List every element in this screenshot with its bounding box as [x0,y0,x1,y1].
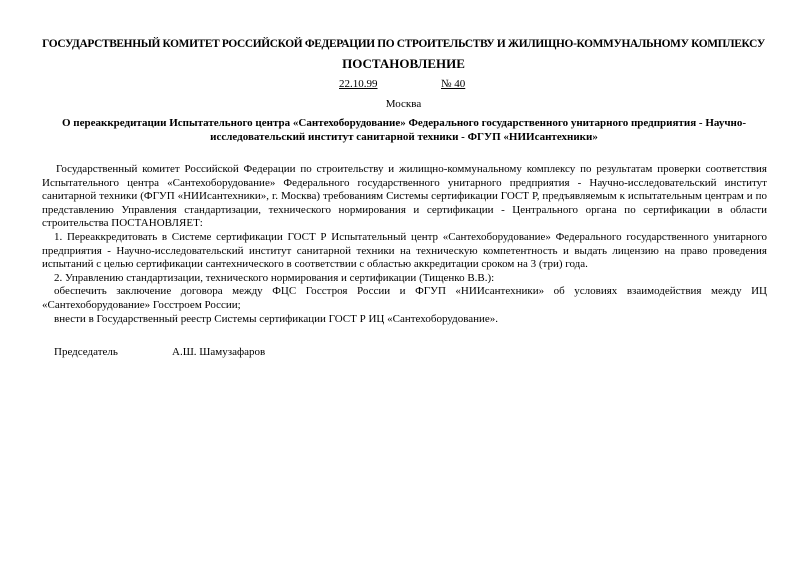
document-body [42,163,767,326]
committee-header: ГОСУДАРСТВЕННЫЙ КОМИТЕТ РОССИЙСКОЙ ФЕДЕРАЦИИ ПО СТРОИТЕЛЬСТВУ И ЖИЛИЩНО-КОММУНАЛЬНОМУ КОМПЛЕКСУ [42,38,765,50]
clause-2: 2. Управлению стандартизации, технического нормирования и сертификации (Тищенко В.В.): [54,271,495,284]
signatory-name: А.Ш. Шамузафаров [172,346,266,358]
document-date: 22.10.99 [339,78,378,90]
document-number: № 40 [441,78,466,90]
document-city: Москва [385,98,422,110]
signatory-role: Председатель [54,346,118,358]
preamble-paragraph: Государственный комитет Российской Федерации по строительству и жилищно-коммунальному комплексу по результатам проверки соответствия Испытательного центра «Сантехоборудование» Федерального государственного унитарного предприятия - Научно-исследовательский институт санитарной техники (ФГУП «НИИсантехники», г. Москва) требованиям Системы сертификации ГОСТ Р, предъявляемым к испытательным центрам и по представлению Управления стандартизации, технического нормирования и сертификации - Центрального органа по сертификации в области строительства ПОСТАНОВЛЯЕТ: [42,163,767,230]
clause-2-subitem-contract: обеспечить заключение договора между ФЦС Госстроя России и ФГУП «НИИсантехники» об условиях взаимодействия между ИЦ «Сантехоборудование» Госстроем России; [42,285,767,311]
document-type-heading: ПОСТАНОВЛЕНИЕ [342,56,465,71]
document-title: О переаккредитации Испытательного центра «Сантехоборудование» Федерального государственного унитарного предприятия - Научно-исследовательский институт санитарной техники - ФГУП «НИИсантехники» [61,117,747,143]
clause-2-subitem-registry: внести в Государственный реестр Системы сертификации ГОСТ Р ИЦ «Сантехоборудование». [54,312,499,325]
clause-1: 1. Переаккредитовать в Системе сертификации ГОСТ Р Испытательный центр «Сантехоборудование» Федерального государственного унитарного предприятия - Научно-исследовательский институт санитарной техники на техническую компетентность и выдать лицензию на право проведения испытаний с целью сертификации сантехнического в соответствии с областью аккредитации сроком на 3 (три) года. [42,230,767,271]
